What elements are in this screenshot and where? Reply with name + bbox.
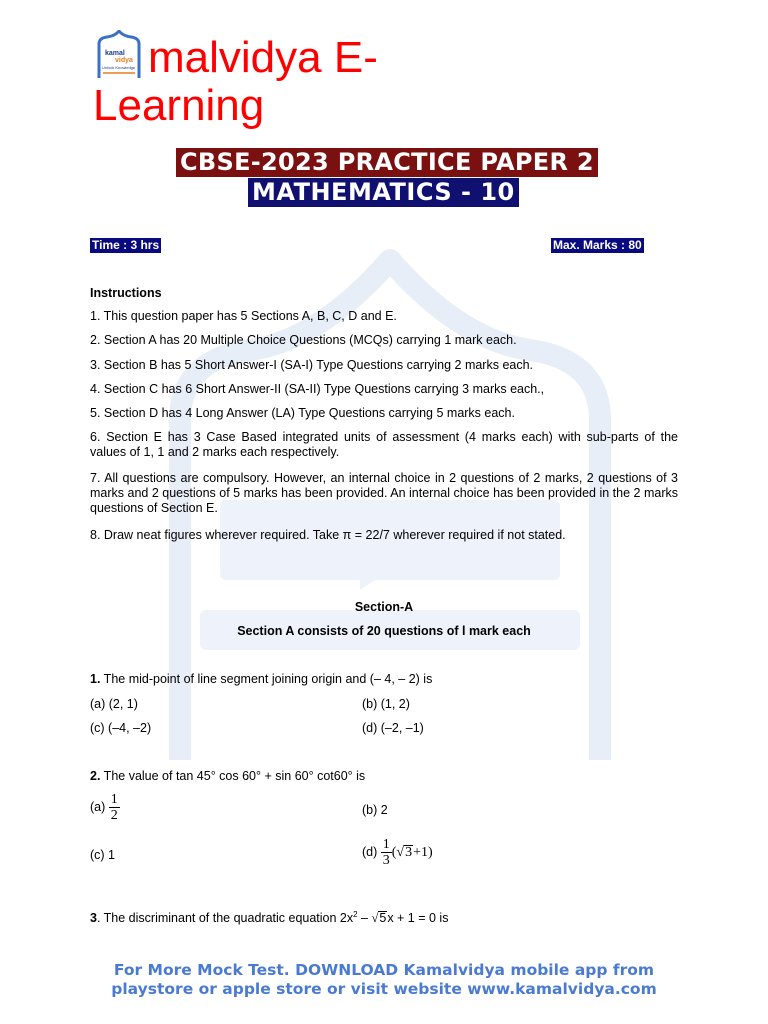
q2-option-a <box>90 792 120 823</box>
time-label: Time : 3 hrs <box>92 238 160 252</box>
question-3-number: 3 <box>90 911 97 926</box>
instruction-item-2: 2. Section A has 20 Multiple Choice Questions (MCQs) carrying 1 mark each. <box>90 333 517 347</box>
radicand-5: 5 <box>379 911 387 926</box>
instruction-item-8: 8. Draw neat figures wherever required. Take π = 22/7 wherever required if not stated. <box>90 528 566 542</box>
instruction-item-1: 1. This question paper has 5 Sections A, B, C, D and E. <box>90 309 397 323</box>
instruction-item-7: 7. All questions are compulsory. However, an internal choice in 2 questions of 2 marks, 2 questions of 3 marks and 2 questions of 5 marks has been provided. An internal choice has been provided in the 2 marks questions of Section E. <box>90 471 678 515</box>
q1-option-d: (d) (–2, –1) <box>362 721 424 735</box>
section-title: Section-A <box>354 600 414 614</box>
radicand-3: 3 <box>405 845 413 860</box>
brand-title <box>93 34 513 130</box>
q2-option-d-label: (d) <box>362 844 381 859</box>
q2-option-c: (c) 1 <box>90 848 115 862</box>
question-1-text: The mid-point of line segment joining origin and (– 4, – 2) is <box>100 672 433 686</box>
logo-tagline: Unlock Knowledge <box>102 65 136 70</box>
section-subtitle: Section A consists of 20 questions of l mark each <box>237 624 531 638</box>
q1-option-b: (b) (1, 2) <box>362 697 410 711</box>
question-1-number: 1. <box>90 672 101 686</box>
q2-option-a-label: (a) <box>90 799 109 814</box>
question-2-text: The value of tan 45° cos 60° + sin 60° cot60° is <box>100 769 366 783</box>
question-1 <box>90 672 432 687</box>
subject-title: MATHEMATICS - 10 <box>248 178 519 207</box>
instruction-item-3: 3. Section B has 5 Short Answer-I (SA-I) Type Questions carrying 2 marks each. <box>90 358 534 372</box>
question-2 <box>90 769 365 784</box>
q2-option-d: (d) $\frac{1}{3}$ (√3+1) <box>362 837 433 868</box>
brand-name: malvidya E-Learning <box>93 33 378 130</box>
instructions-heading: Instructions <box>90 286 162 300</box>
kamalvidya-watermark <box>140 240 640 800</box>
fraction-one-third: $\frac{1}{3}$ <box>382 837 390 868</box>
paper-title: CBSE-2023 PRACTICE PAPER 2 <box>176 148 598 177</box>
footer-promo-text: For More Mock Test. DOWNLOAD Kamalvidya mobile app from playstore or apple store or visit website www.kamalvidya.com <box>111 961 657 998</box>
logo-word-vidya: vidya <box>115 57 133 64</box>
question-2-number: 2. <box>90 769 101 783</box>
instruction-item-6: 6. Section E has 3 Case Based integrated units of assessment (4 marks each) with sub-parts of the values of 1, 1 and 2 marks each respectively. <box>90 430 678 459</box>
q1-option-c: (c) (–4, –2) <box>90 721 152 735</box>
q2-option-b: (b) 2 <box>362 803 388 817</box>
q1-option-a: (a) (2, 1) <box>90 697 138 711</box>
instruction-item-5: 5. Section D has 4 Long Answer (LA) Type Questions carrying 5 marks each. <box>90 406 515 420</box>
max-marks-label: Max. Marks : 80 <box>553 238 642 252</box>
logo-word-kamal: kamal <box>105 50 125 57</box>
question-3: 3. The discriminant of the quadratic equation $2x^2 - √5x + 1 = 0$ is <box>90 910 449 926</box>
fraction-one-half: $\frac{1}{2}$ <box>110 792 118 823</box>
instruction-item-4: 4. Section C has 6 Short Answer-II (SA-II) Type Questions carrying 3 marks each., <box>90 382 545 396</box>
